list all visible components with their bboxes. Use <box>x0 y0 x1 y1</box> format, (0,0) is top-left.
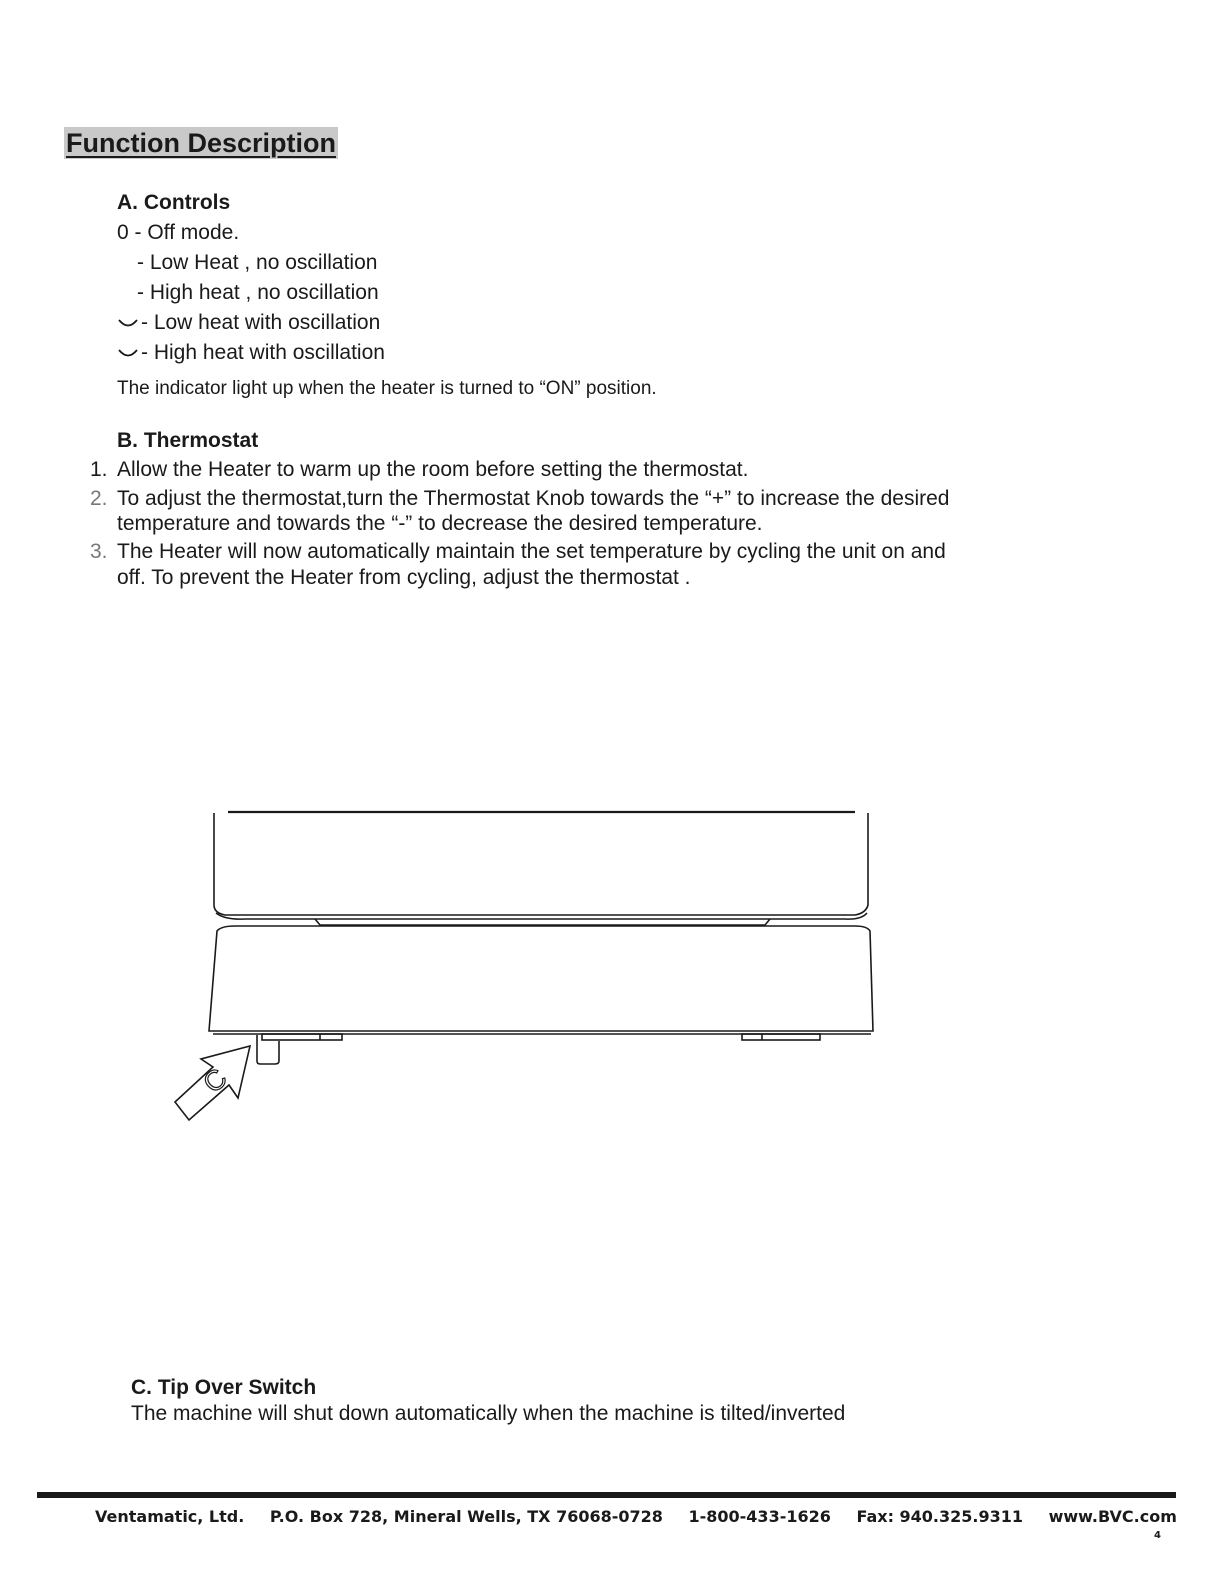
footer-rule <box>37 1492 1176 1498</box>
controls-title: A. Controls <box>117 191 231 214</box>
step-text: The Heater will now automatically maintain the set temperature by cycling the unit on and <box>117 540 946 563</box>
oscillation-icon <box>117 317 139 329</box>
step-number: 1. <box>90 458 108 481</box>
control-item-low-heat: - Low Heat , no oscillation <box>137 251 378 274</box>
tip-over-title: C. Tip Over Switch <box>131 1376 317 1399</box>
control-item-off: 0 - Off mode. <box>117 221 240 244</box>
footer-fax: Fax: 940.325.9311 <box>856 1507 1024 1526</box>
step-text: To adjust the thermostat,turn the Thermostat Knob towards the “+” to increase the desired <box>117 487 950 510</box>
oscillation-icon <box>117 347 139 359</box>
footer-info <box>95 1507 1197 1526</box>
callout-label: C <box>196 1062 233 1099</box>
control-item-high-heat: - High heat , no oscillation <box>137 281 379 304</box>
control-item-label: - Low heat with oscillation <box>141 311 381 334</box>
step-number: 3. <box>90 540 108 563</box>
control-item-low-heat-osc <box>117 310 380 336</box>
control-item-label: - High heat with oscillation <box>141 341 385 364</box>
heater-base-diagram <box>165 805 885 1125</box>
thermostat-title: B. Thermostat <box>117 429 259 452</box>
step-text: temperature and towards the “-” to decrease the desired temperature. <box>117 512 763 535</box>
footer-company: Ventamatic, Ltd. <box>95 1507 245 1526</box>
step-number: 2. <box>90 487 108 510</box>
control-item-high-heat-osc <box>117 340 385 366</box>
footer-address: P.O. Box 728, Mineral Wells, TX 76068-0728 <box>269 1507 663 1526</box>
page-number: 4 <box>1154 1530 1161 1541</box>
step-text: off. To prevent the Heater from cycling, adjust the thermostat . <box>117 566 691 589</box>
tip-over-text: The machine will shut down automatically when the machine is tilted/inverted <box>131 1402 846 1425</box>
footer-website: www.BVC.com <box>1048 1507 1177 1526</box>
footer-phone: 1-800-433-1626 <box>688 1507 831 1526</box>
indicator-note: The indicator light up when the heater is turned to “ON” position. <box>117 378 657 399</box>
page-title: Function Description <box>66 128 336 158</box>
step-text: Allow the Heater to warm up the room before setting the thermostat. <box>117 458 749 481</box>
